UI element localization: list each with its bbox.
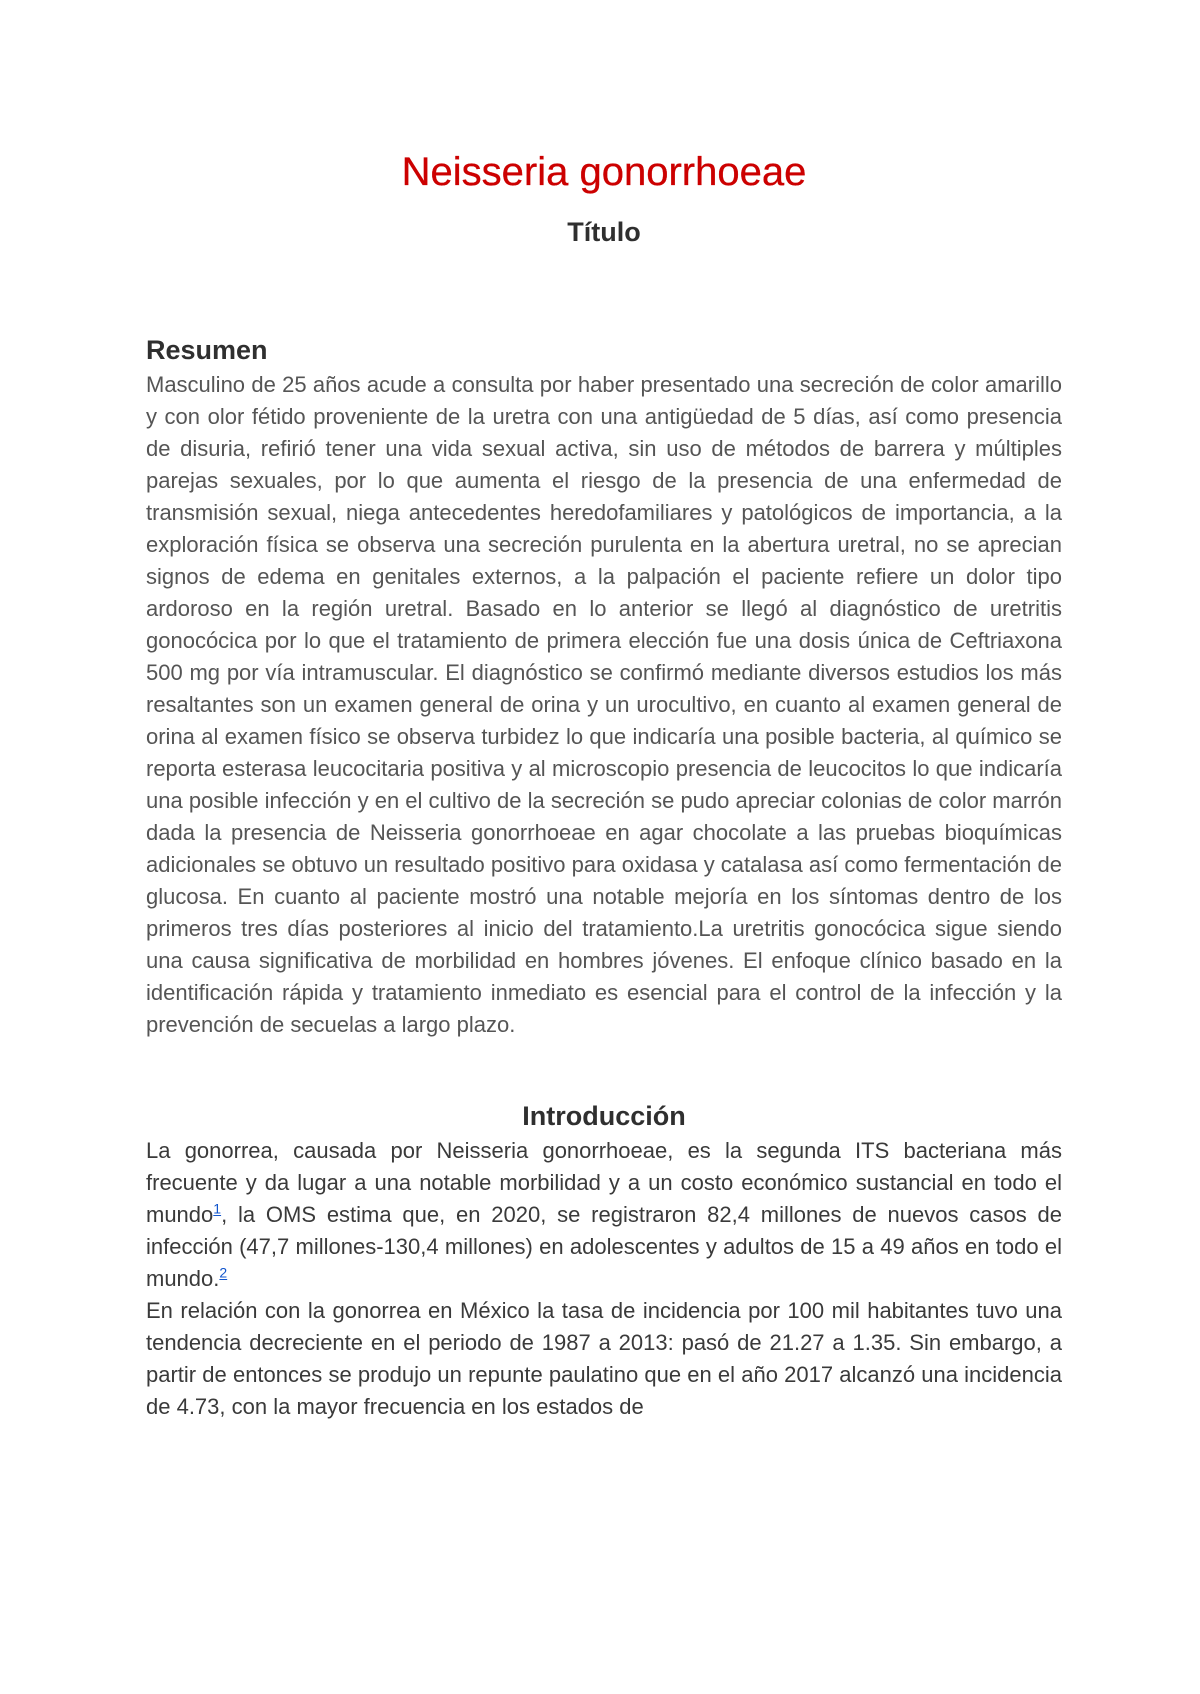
document-page [146, 140, 1062, 1423]
resumen-heading: Resumen [146, 335, 268, 365]
footnote-link-2[interactable]: 2 [219, 1264, 228, 1281]
document-title: Neisseria gonorrhoeae [401, 150, 807, 194]
introduccion-paragraph-1 [146, 1135, 1062, 1295]
document-subtitle: Título [567, 217, 641, 247]
introduccion-paragraph-2: En relación con la gonorrea en México la tasa de incidencia por 100 mil habitantes tuvo una tendencia decreciente en el periodo de 1987 a 2013: pasó de 21.27 a 1.35. Sin embargo, a partir de entonces se produjo un repunte paulatino que en el año 2017 alcanzó una incidencia de 4.73, con la mayor frecuencia en los estados de [146, 1298, 1062, 1419]
introduccion-text-1a: La gonorrea, causada por Neisseria gonorrhoeae, es la segunda ITS bacteriana más frecuente y da lugar a una notable morbilidad y a un costo económico sustancial en todo el mundo [146, 1138, 1062, 1227]
footnote-link-1[interactable]: 1 [213, 1200, 222, 1217]
introduccion-text-1b: , la OMS estima que, en 2020, se registraron 82,4 millones de nuevos casos de infección (47,7 millones-130,4 millones) en adolescentes y adultos de 15 a 49 años en todo el mundo. [146, 1202, 1062, 1291]
resumen-paragraph: Masculino de 25 años acude a consulta por haber presentado una secreción de color amarillo y con olor fétido proveniente de la uretra con una antigüedad de 5 días, así como presencia de disuria, refirió tener una vida sexual activa, sin uso de métodos de barrera y múltiples parejas sexuales, por lo que aumenta el riesgo de la presencia de una enfermedad de transmisión sexual, niega antecedentes heredofamiliares y patológicos de importancia, a la exploración física se observa una secreción purulenta en la abertura uretral, no se aprecian signos de edema en genitales externos, a la palpación el paciente refiere un dolor tipo ardoroso en la región uretral. Basado en lo anterior se llegó al diagnóstico de uretritis gonocócica por lo que el tratamiento de primera elección fue una dosis única de Ceftriaxona 500 mg por vía intramuscular. El diagnóstico se confirmó mediante diversos estudios los más resaltantes son un examen general de orina y un urocultivo, en cuanto al examen general de orina al examen físico se observa turbidez lo que indicaría una posible bacteria, al químico se reporta esterasa leucocitaria positiva y al microscopio presencia de leucocitos lo que indicaría una posible infección y en el cultivo de la secreción se pudo apreciar colonias de color marrón dada la presencia de Neisseria gonorrhoeae en agar chocolate a las pruebas bioquímicas adicionales se obtuvo un resultado positivo para oxidasa y catalasa así como fermentación de glucosa. En cuanto al paciente mostró una notable mejoría en los síntomas dentro de los primeros tres días posteriores al inicio del tratamiento.La uretritis gonocócica sigue siendo una causa significativa de morbilidad en hombres jóvenes. El enfoque clínico basado en la identificación rápida y tratamiento inmediato es esencial para el control de la infección y la prevención de secuelas a largo plazo. [146, 372, 1062, 1037]
introduccion-heading: Introducción [522, 1101, 686, 1131]
